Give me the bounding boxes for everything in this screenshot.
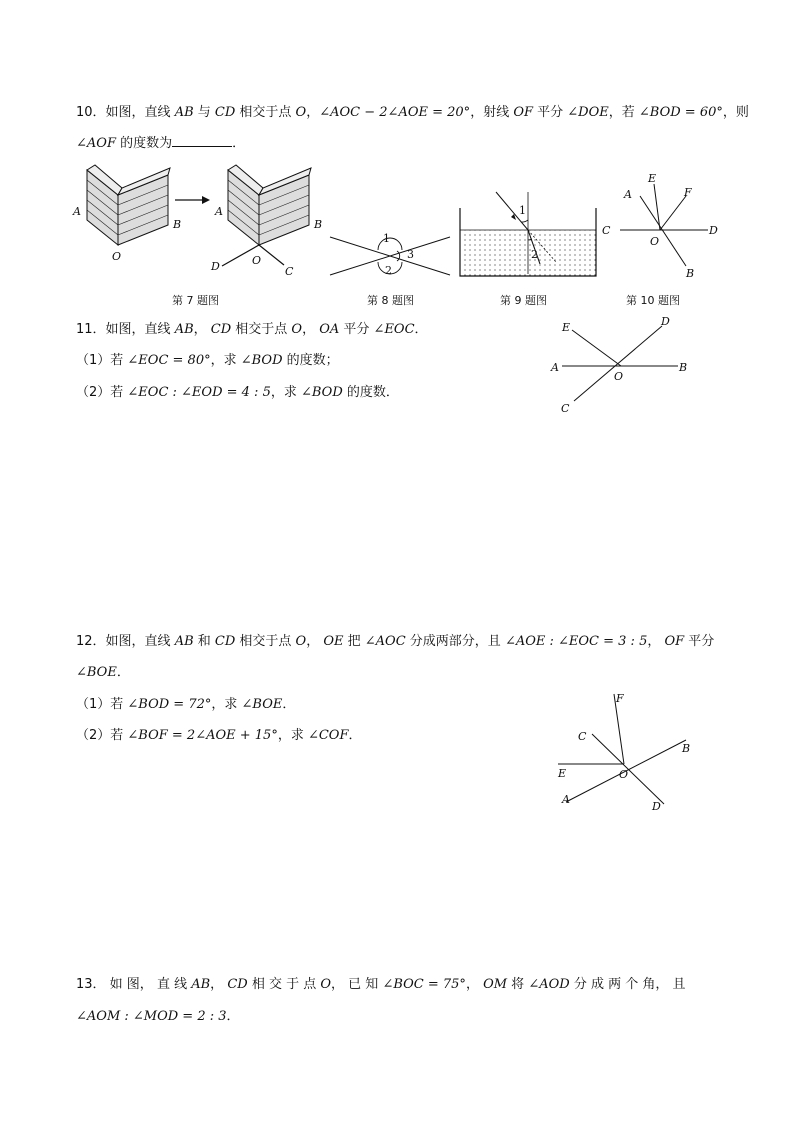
fig10-label-b: B [686,267,695,280]
q11-fig-label-o: O [614,370,624,383]
figure-10 [600,172,720,282]
q11-line2: （1）若 ∠EOC = 80°，求 ∠BOD 的度数； [76,353,339,368]
fig7-label-b: B [173,218,182,231]
answer-blank[interactable] [172,134,232,147]
q12-line4: （2）若 ∠BOF = 2∠AOE + 15°，求 ∠COF． [76,728,362,743]
q12-fig-label-d: D [652,800,661,813]
q12-fig-label-f: F [616,692,624,705]
fig8-label-1: 1 [383,232,390,245]
fig7-label-o2: O [252,254,262,267]
q11-fig-label-c: C [561,402,570,415]
fig10-caption: 第 10 题图 [626,294,680,307]
fig10-label-a: A [624,188,632,201]
q11-fig-label-e: E [562,321,571,334]
fig10-label-f: F [684,186,692,199]
fig7-caption: 第 7 题图 [172,294,219,307]
q11-fig-label-a: A [551,361,559,374]
fig7-label-c: C [285,265,294,278]
q11-fig-label-b: B [679,361,688,374]
fig8-label-3: 3 [407,248,414,261]
fig10-label-o: O [650,235,660,248]
fig9-label-2: 2 [531,248,538,261]
q13-line1: 13． 如 图， 直 线 AB， CD 相 交 于 点 O， 已 知 ∠BOC = 75°， OM 将 ∠AOD 分 成 两 个 角， 且 [76,977,686,992]
q11-line1: 11．如图，直线 AB， CD 相交于点 O， OA 平分 ∠EOC． [76,322,428,337]
fig8-caption: 第 8 题图 [367,294,414,307]
fig7-label-d: D [211,260,220,273]
fig10-label-e: E [648,172,657,185]
fig10-label-c: C [602,224,611,237]
q11-figure [548,314,708,414]
q12-fig-label-o: O [619,768,629,781]
figure-8 [325,225,455,285]
fig7-label-o: O [112,250,122,263]
q10-line1: 10．如图，直线 AB 与 CD 相交于点 O，∠AOC − 2∠AOE = 20°，射线 OF 平分 ∠DOE，若 ∠BOD = 60°，则 [76,105,749,120]
q12-fig-label-a: A [562,793,570,806]
fig7-label-a2: A [215,205,223,218]
fig7-label-b2: B [314,218,323,231]
q11-fig-label-d: D [661,315,670,328]
fig9-label-1: 1 [519,204,526,217]
fig8-label-2: 2 [385,264,392,277]
q12-line3: （1）若 ∠BOD = 72°，求 ∠BOE． [76,697,296,712]
q12-line2: ∠BOE． [76,665,130,680]
q12-fig-label-c: C [578,730,587,743]
figure-9 [458,188,603,278]
fig7-label-a: A [73,205,81,218]
fig9-caption: 第 9 题图 [500,294,547,307]
q13-line2: ∠AOM : ∠MOD = 2 : 3． [76,1009,240,1024]
q11-line3: （2）若 ∠EOC : ∠EOD = 4 : 5，求 ∠BOD 的度数． [76,385,399,400]
fig10-label-d: D [709,224,718,237]
q12-fig-label-e: E [558,767,567,780]
q12-figure [548,688,708,818]
q12-line1: 12．如图，直线 AB 和 CD 相交于点 O， OE 把 ∠AOC 分成两部分，且 ∠AOE : ∠EOC = 3 : 5， OF 平分 [76,634,715,649]
q10-line2: ∠AOF 的度数为 ． [76,136,246,151]
q12-fig-label-b: B [682,742,691,755]
